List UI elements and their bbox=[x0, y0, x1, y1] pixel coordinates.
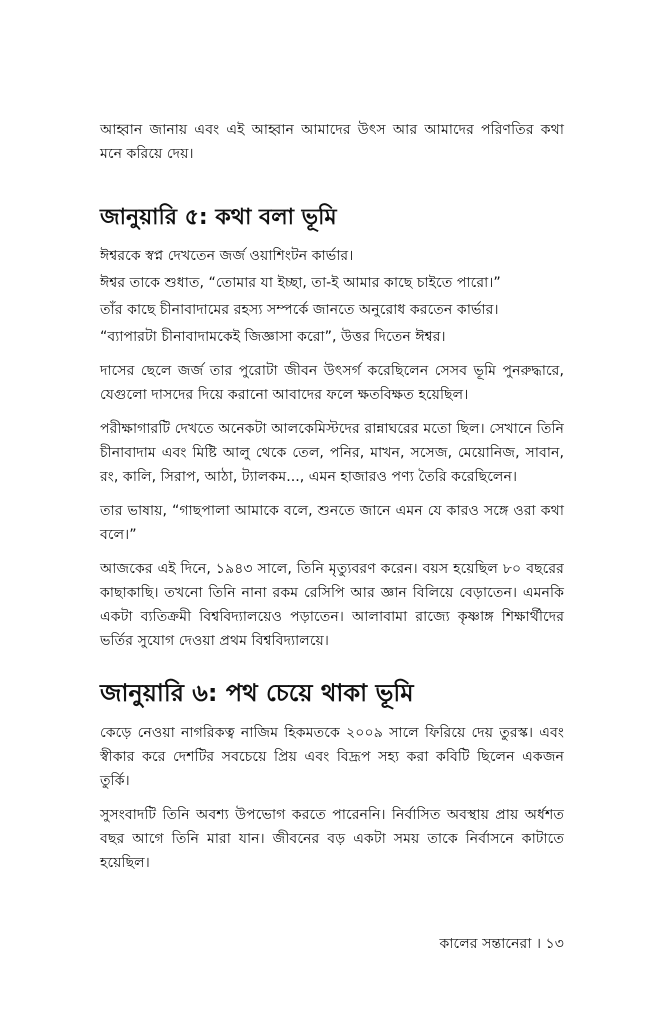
text-line: “ব্যাপারটা চীনাবাদামকেই জিজ্ঞাসা করো”, উত্তর দিতেন ঈশ্বর। bbox=[100, 329, 446, 345]
paragraph-continuation: আহ্বান জানায় এবং এই আহ্বান আমাদের উৎস আর আমাদের পরিণতির কথা মনে করিয়ে দেয়। bbox=[100, 122, 564, 162]
paragraph: কেড়ে নেওয়া নাগরিকত্ব নাজিম হিকমতকে ২০০৯ সালে ফিরিয়ে দেয় তুরস্ক। এবং স্বীকার করে দেশটির সবচেয়ে প্রিয় এবং বিদ্রূপ সহ্য করা কবিটি ছিলেন একজন তুর্কি। bbox=[100, 725, 564, 789]
section-heading-january-5: জানুয়ারি ৫: কথা বলা ভূমি bbox=[100, 205, 337, 230]
paragraph: দাসের ছেলে জর্জ তার পুরোটা জীবন উৎসর্গ করেছিলেন সেসব ভূমি পুনরুদ্ধারে, যেগুলো দাসদের দিয়ে করানো আবাদের ফলে ক্ষতবিক্ষত হয়েছিল। bbox=[100, 363, 564, 403]
text-line: ঈশ্বর তাকে শুধাত, “তোমার যা ইচ্ছা, তা-ই আমার কাছে চাইতে পারো।” bbox=[100, 275, 501, 291]
paragraph: সুসংবাদটি তিনি অবশ্য উপভোগ করতে পারেননি। নির্বাসিত অবস্থায় প্রায় অর্ধশত বছর আগে তিনি মারা যান। জীবনের বড় একটা সময় তাকে নির্বাসনে কাটাতে হয়েছিল। bbox=[100, 807, 564, 871]
paragraph: আজকের এই দিনে, ১৯৪৩ সালে, তিনি মৃত্যুবরণ করেন। বয়স হয়েছিল ৮০ বছরের কাছাকাছি। তখনো তিনি নানা রকম রেসিপি আর জ্ঞান বিলিয়ে বেড়াতেন। এমনকি একটা ব্যতিক্রমী বিশ্ববিদ্যালয়েও পড়াতেন। আলাবামা রাজ্যে কৃষ্ণাঙ্গ শিক্ষার্থীদের ভর্তির সুযোগ দেওয়া প্রথম বিশ্ববিদ্যালয়ে। bbox=[100, 561, 564, 649]
paragraph: তার ভাষায়, “গাছপালা আমাকে বলে, শুনতে জানে এমন যে কারও সঙ্গে ওরা কথা বলে।” bbox=[100, 503, 564, 543]
text-line: ঈশ্বরকে স্বপ্ন দেখতেন জর্জ ওয়াশিংটন কার্ভার। bbox=[100, 248, 354, 264]
running-footer: কালের সন্তানেরা । ১৩ bbox=[439, 936, 564, 952]
paragraph: পরীক্ষাগারটি দেখতে অনেকটা আলকেমিস্টদের রান্নাঘরের মতো ছিল। সেখানে তিনি চীনাবাদাম এবং মিষ্টি আলু থেকে তেল, পনির, মাখন, সসেজ, মেয়োনিজ, সাবান, রং, কালি, সিরাপ, আঠা, ট্যালকম..., এমন হাজারও পণ্য তৈরি করেছিলেন। bbox=[100, 421, 564, 485]
page-body bbox=[100, 118, 564, 885]
section-heading-january-6: জানুয়ারি ৬: পথ চেয়ে থাকা ভূমি bbox=[100, 679, 414, 707]
text-line: তাঁর কাছে চীনাবাদামের রহস্য সম্পর্কে জানতে অনুরোধ করতেন কার্ভার। bbox=[100, 302, 499, 318]
